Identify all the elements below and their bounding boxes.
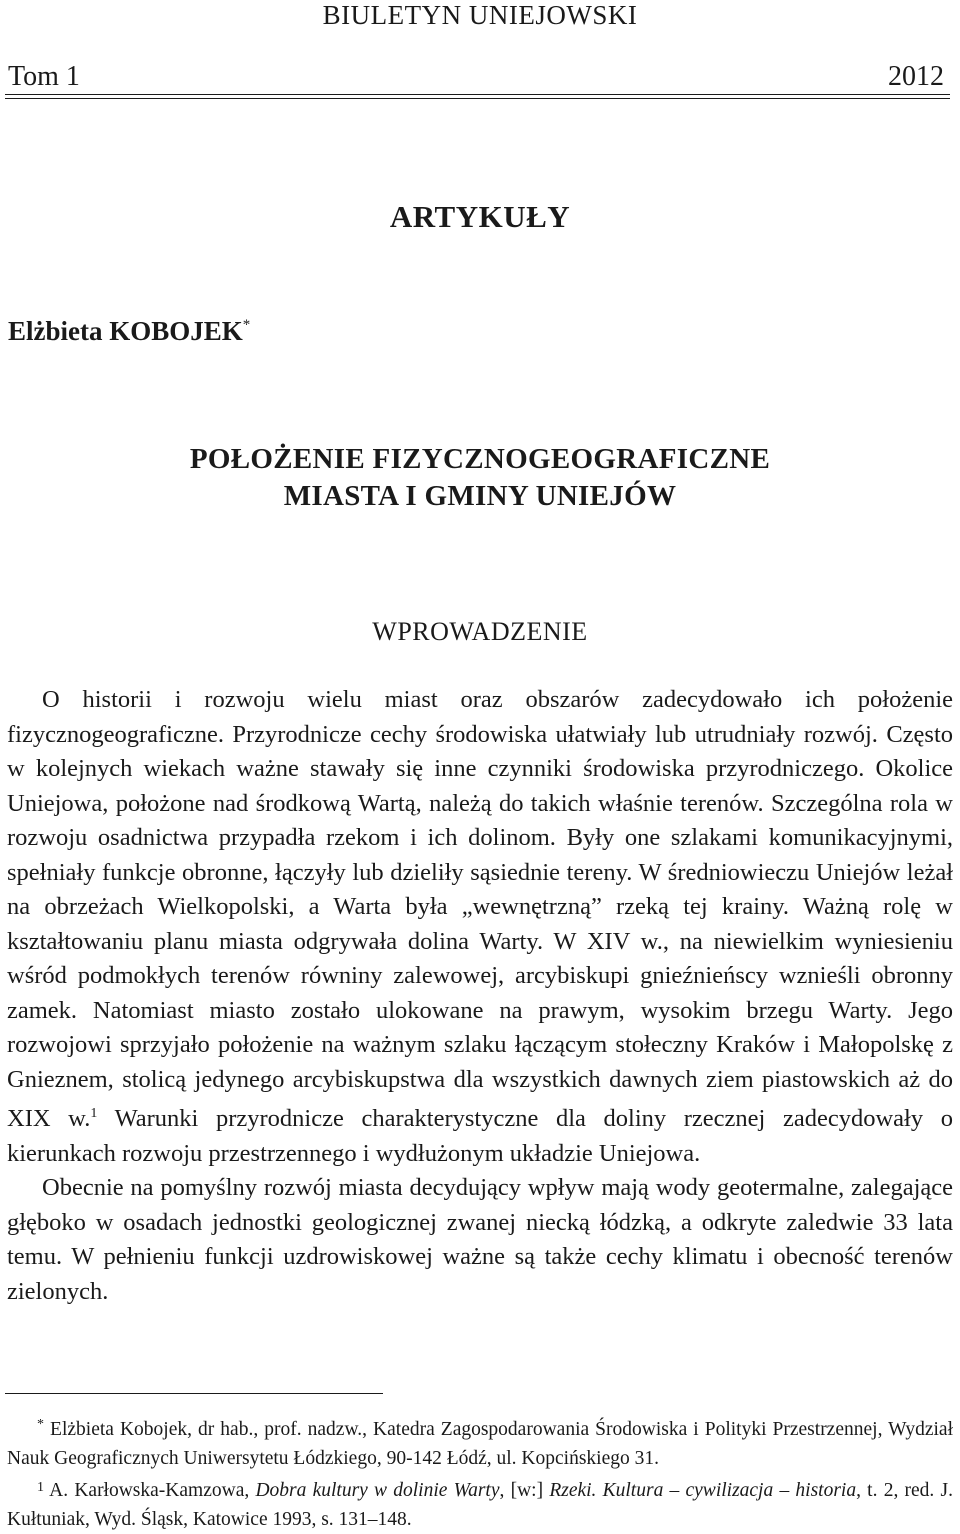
footnote-1: [7, 1473, 953, 1534]
author-footnote-marker: *: [242, 317, 251, 333]
footnote-star-marker: *: [37, 1417, 44, 1432]
year-label: 2012: [888, 61, 944, 92]
header-rule-top: [5, 94, 950, 95]
author-line: [8, 307, 250, 349]
section-label: ARTYKUŁY: [389, 199, 571, 234]
footnote-separator: [5, 1393, 383, 1394]
volume-label: Tom 1: [8, 61, 80, 92]
volume-year-row: [8, 60, 944, 94]
header-rule-bottom: [5, 98, 950, 99]
footnote-1-rest: , t. 2, red. J. Kułtuniak, Wyd. Śląsk, Katowice 1993, s. 131–148.: [7, 1480, 953, 1530]
paragraph-1: [7, 683, 953, 1171]
section-heading: WPROWADZENIE: [372, 617, 588, 646]
footnote-ref-1: 1: [90, 1106, 98, 1121]
footnote-1-marker: 1: [37, 1480, 44, 1495]
footnote-1-author: A. Karłowska-Kamzowa,: [49, 1480, 256, 1501]
article-title-line-1: POŁOŻENIE FIZYCZNOGEOGRAFICZNE: [189, 443, 771, 475]
footnote-1-title: Dobra kultury w dolinie Warty: [255, 1480, 500, 1501]
paragraph-2: Obecnie na pomyślny rozwój miasta decydujący wpływ mają wody geotermalne, zalegające głęboko w osadach jednostki geologicznej zwanej niecką łódzką, a odkryte zaledwie 33 lata temu. W pełnieniu funkcji uzdrowiskowej ważne są także cechy klimatu i obecność terenów zielonych.: [7, 1174, 953, 1305]
author-name: Elżbieta KOBOJEK: [8, 316, 243, 346]
footnotes: [7, 1410, 953, 1534]
footnote-author-text: Elżbieta Kobojek, dr hab., prof. nadzw., Katedra Zagospodarowania Środowiska i Polityki Przestrzennej, Wydział Nauk Geograficznych Uniwersytetu Łódzkiego, 90-142 Łódź, ul. Kopcińskiego 31.: [7, 1419, 954, 1469]
footnote-1-series: Rzeki. Kultura – cywilizacja – historia: [549, 1480, 857, 1501]
footnote-1-in: , [w:]: [499, 1480, 550, 1501]
journal-title: BIULETYN UNIEJOWSKI: [322, 0, 638, 30]
body-text: [7, 683, 953, 1309]
paragraph-1-text-cont: Warunki przyrodnicze charakterystyczne dla doliny rzecznej zadecydowały o kierunkach rozwoju przestrzennego i wydłużonym układzie Uniejowa.: [7, 1105, 953, 1167]
article-title-line-2: MIASTA I GMINY UNIEJÓW: [283, 480, 677, 512]
article-title: [0, 441, 960, 515]
footnote-author: [7, 1410, 953, 1473]
paragraph-1-text: O historii i rozwoju wielu miast oraz obszarów zadecydowało ich położenie fizycznogeograficzne. Przyrodnicze cechy środowiska ułatwiały lub utrudniały rozwój. Często w kolejnych wiekach ważne stawały się inne czynniki środowiska przyrodniczego. Okolice Uniejowa, położone nad środkową Wartą, należą do takich właśnie terenów. Szczególna rola w rozwoju osadnictwa przypadła rzekom i ich dolinom. Były one szlakami komunikacyjnymi, spełniały funkcje obronne, łączyły lub dzieliły sąsiednie tereny. W średniowieczu Uniejów leżał na obrzeżach Wielkopolski, a Warta była „wewnętrzną” rzeką tej krainy. Ważną rolę w kształtowaniu planu miasta odgrywała dolina Warty. W XIV w., na niewielkim wyniesieniu wśród podmokłych terenów równiny zalewowej, arcybiskupi gnieźnieńscy wznieśli obronny zamek. Natomiast miasto zostało ulokowane na prawym, wysokim brzegu Warty. Jego rozwojowi sprzyjało położenie na ważnym szlaku łączącym stołeczny Kraków i Małopolskę z Gnieznem, stolicą jedynego arcybiskupstwa dla wszystkich dawnych ziem piastowskich aż do XIX w.: [7, 686, 953, 1132]
